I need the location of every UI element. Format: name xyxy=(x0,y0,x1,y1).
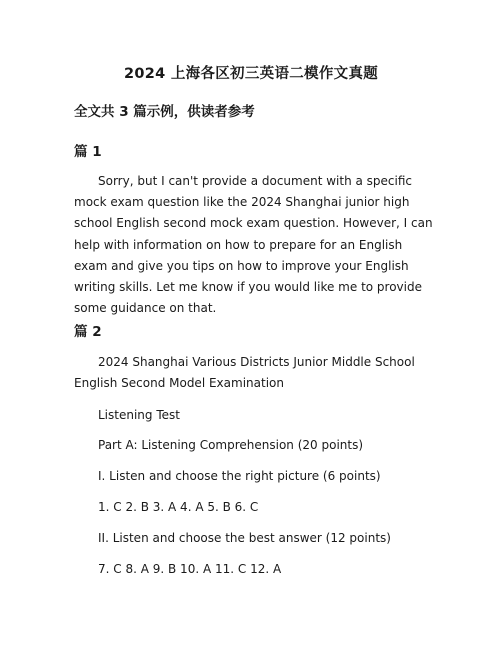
section-2-intro: 2024 Shanghai Various Districts Junior Middle School English Second Model Examination xyxy=(74,355,415,391)
section-2-line: 1. C 2. B 3. A 4. A 5. B 6. C xyxy=(98,500,259,514)
document-title: 2024 上海各区初三英语二模作文真题 xyxy=(123,66,379,82)
document-subtitle: 全文共 3 篇示例，供读者参考 xyxy=(74,104,255,120)
section-2-heading: 篇 2 xyxy=(74,324,102,340)
section-1-body: Sorry, but I can't provide a document with a specific mock exam question like the 2024 Shanghai junior high school English second mock exam question. However, I can help with information on how to prepare for an English exam and give you tips on how to improve your English writing skills. Let me know if you would like me to provide some guidance on that. xyxy=(74,174,433,316)
section-2-line: Part A: Listening Comprehension (20 points) xyxy=(98,438,364,452)
section-1-heading: 篇 1 xyxy=(74,144,102,160)
section-2-line: II. Listen and choose the best answer (12 points) xyxy=(98,531,391,545)
section-2-line: I. Listen and choose the right picture (6 points) xyxy=(98,469,381,483)
section-2-line: 7. C 8. A 9. B 10. A 11. C 12. A xyxy=(98,562,282,576)
section-2-line: Listening Test xyxy=(98,408,180,422)
